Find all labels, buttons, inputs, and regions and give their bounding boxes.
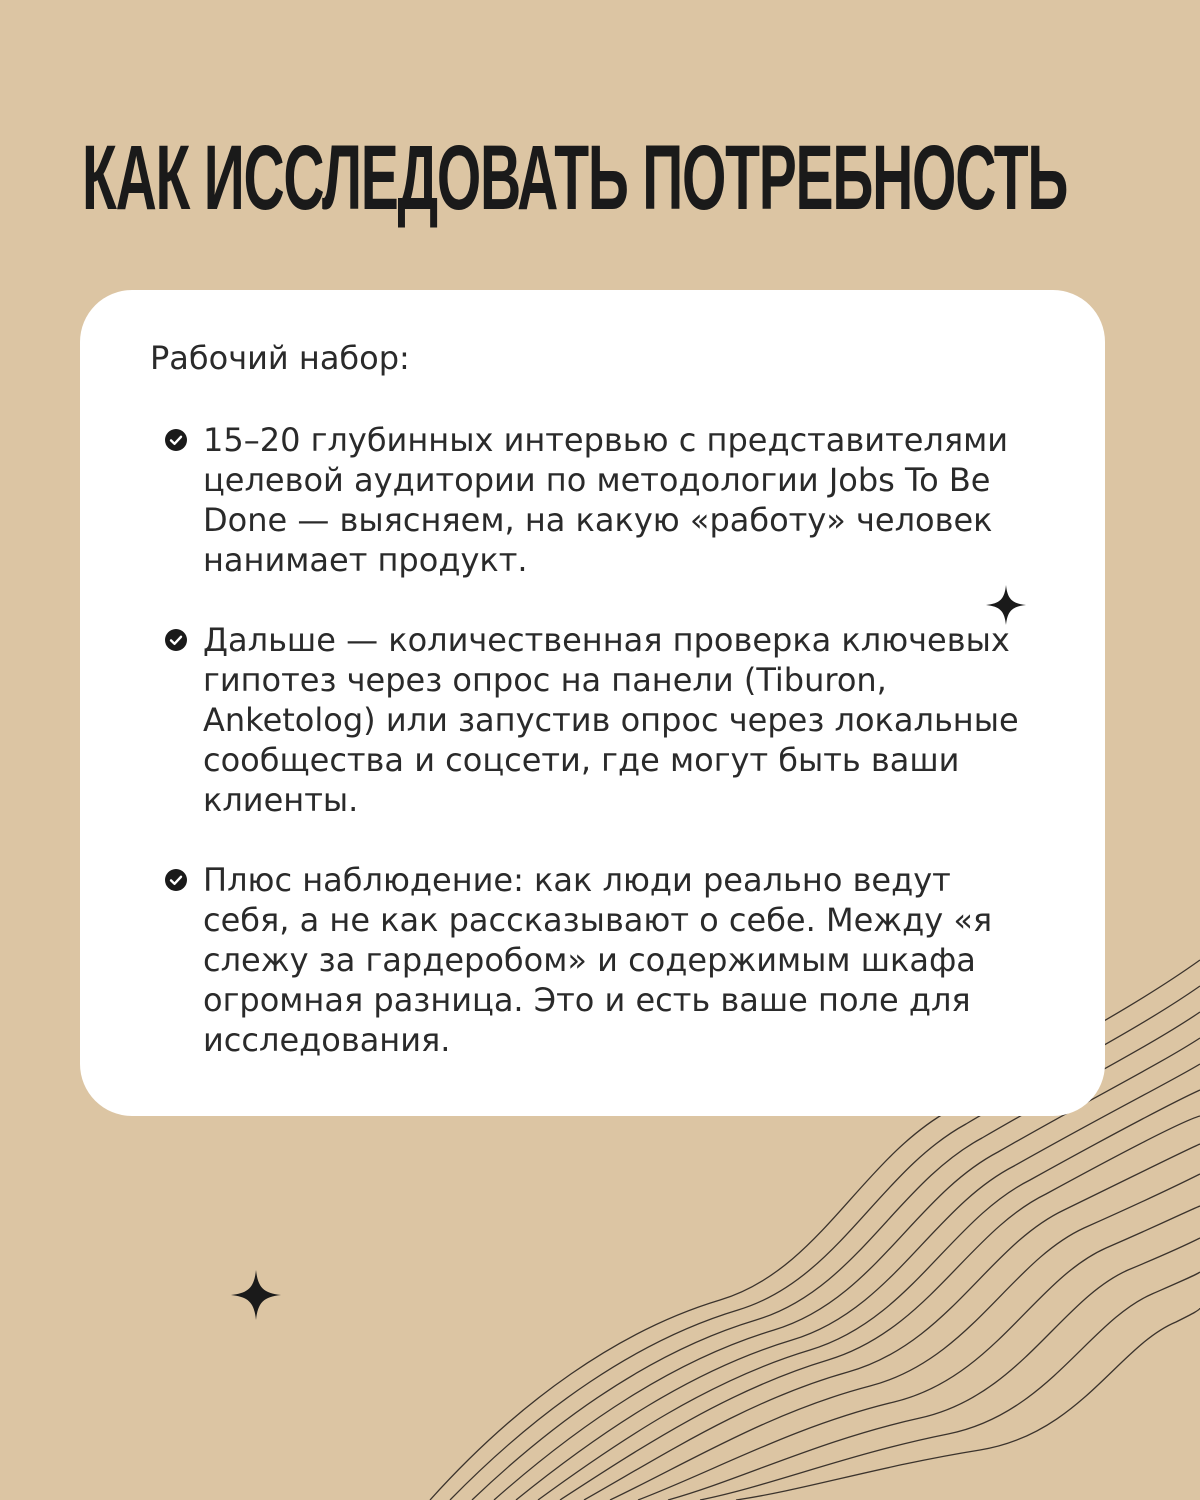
list-item-text: 15–20 глубинных интервью с представителями целевой аудитории по методологии Jobs To Be Done — выясняем, на какую «работу» человек нанимает продукт.: [203, 421, 1009, 579]
check-circle-icon: [165, 629, 187, 651]
four-point-star-icon: [231, 1270, 281, 1320]
list-item: [165, 620, 1045, 820]
list-item-text: Дальше — количественная проверка ключевых гипотез через опрос на панели (Tiburon, Anketolog) или запустив опрос через локальные сообщества и соцсети, где могут быть ваши клиенты.: [203, 621, 1019, 819]
check-circle-icon: [165, 869, 187, 891]
page-title: КАК ИССЛЕДОВАТЬ ПОТРЕБНОСТЬ: [82, 127, 1068, 229]
four-point-star-icon: [986, 585, 1026, 625]
list-item-text: Плюс наблюдение: как люди реально ведут себя, а не как рассказывают о себе. Между «я слежу за гардеробом» и содержимым шкафа огромная разница. Это и есть ваше поле для исследования.: [203, 861, 993, 1059]
card-intro: Рабочий набор:: [150, 339, 410, 377]
list-item: [165, 420, 1045, 580]
check-circle-icon: [165, 429, 187, 451]
list-item: [165, 860, 1045, 1060]
content-card: [80, 290, 1105, 1116]
